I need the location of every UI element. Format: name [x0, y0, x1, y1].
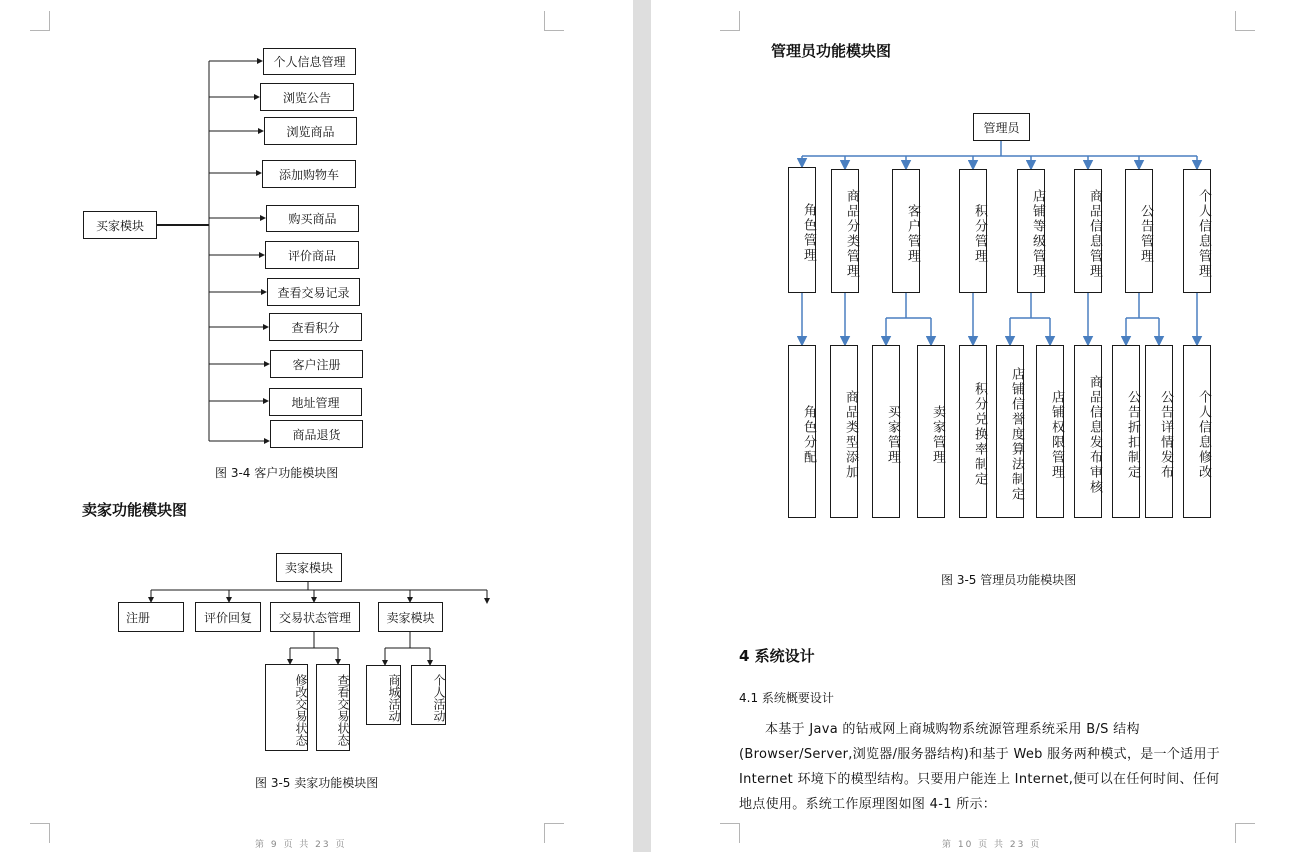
- paragraph-line: 本基于 Java 的钻戒网上商城购物系统源管理系统采用 B/S 结构: [765, 722, 1140, 737]
- buyer-item-node: 商品退货: [270, 420, 363, 448]
- crop-mark: [1235, 11, 1255, 31]
- crop-mark: [544, 823, 564, 843]
- seller-level2-node: 查看交易状态: [316, 664, 350, 751]
- seller-level2-node: 修改交易状态: [265, 664, 308, 751]
- seller-level1-node: 卖家模块: [378, 602, 443, 632]
- subsection-heading: 4.1 系统概要设计: [739, 691, 834, 705]
- body-paragraph: [739, 717, 1239, 817]
- section-heading: 卖家功能模块图: [82, 501, 188, 519]
- crop-mark: [30, 823, 50, 843]
- admin-level1-node: 商品信息管理: [1074, 169, 1102, 293]
- buyer-root-node: 买家模块: [83, 211, 157, 239]
- crop-mark: [30, 11, 50, 31]
- admin-level2-node: 店铺权限管理: [1036, 345, 1064, 518]
- admin-level2-node: 店铺信誉度算法制定: [996, 345, 1024, 518]
- page-footer: 第 10 页 共 23 页: [942, 840, 1042, 850]
- paragraph-line: (Browser/Server,浏览器/服务器结构)和基于 Web 服务两种模式，是一个适用于: [739, 747, 1221, 762]
- section-heading: 4 系统设计: [739, 647, 815, 665]
- admin-level2-node: 买家管理: [872, 345, 900, 518]
- seller-level2-node: 商城活动: [366, 665, 401, 725]
- admin-level2-node: 角色分配: [788, 345, 816, 518]
- crop-mark: [544, 11, 564, 31]
- crop-mark: [720, 11, 740, 31]
- admin-level1-node: 客户管理: [892, 169, 920, 293]
- seller-level2-node: 个人活动: [411, 665, 446, 725]
- admin-level1-node: 个人信息管理: [1183, 169, 1211, 293]
- admin-level2-node: 商品信息发布审核: [1074, 345, 1102, 518]
- page-footer: 第 9 页 共 23 页: [255, 840, 347, 850]
- buyer-item-node: 浏览公告: [260, 83, 354, 111]
- admin-level2-node: 公告详情发布: [1145, 345, 1173, 518]
- buyer-item-node: 添加购物车: [262, 160, 356, 188]
- buyer-item-node: 客户注册: [270, 350, 363, 378]
- admin-level2-node: 个人信息修改: [1183, 345, 1211, 518]
- admin-level2-node: 商品类型添加: [830, 345, 858, 518]
- admin-root-node: 管理员: [973, 113, 1030, 141]
- buyer-item-node: 评价商品: [265, 241, 359, 269]
- admin-level2-node: 公告折扣制定: [1112, 345, 1140, 518]
- buyer-item-node: 购买商品: [266, 205, 359, 232]
- page-gutter: [633, 0, 651, 852]
- paragraph-line: 地点使用。系统工作原理图如图 4-1 所示：: [739, 797, 997, 812]
- figure-caption: 图 3-4 客户功能模块图: [215, 466, 339, 480]
- admin-level1-node: 积分管理: [959, 169, 987, 293]
- admin-level1-node: 店铺等级管理: [1017, 169, 1045, 293]
- seller-level1-node: 注册: [118, 602, 184, 632]
- crop-mark: [720, 823, 740, 843]
- figure-caption: 图 3-5 卖家功能模块图: [255, 776, 379, 790]
- document-page-9: [0, 0, 633, 852]
- buyer-item-node: 个人信息管理: [263, 48, 356, 75]
- admin-level2-node: 积分兑换率制定: [959, 345, 987, 518]
- buyer-item-node: 地址管理: [269, 388, 362, 416]
- seller-level1-node: 评价回复: [195, 602, 261, 632]
- seller-root-node: 卖家模块: [276, 553, 342, 582]
- buyer-item-node: 查看积分: [269, 313, 362, 341]
- admin-level2-node: 卖家管理: [917, 345, 945, 518]
- admin-level1-node: 商品分类管理: [831, 169, 859, 293]
- seller-level1-node: 交易状态管理: [270, 602, 360, 632]
- admin-level1-node: 公告管理: [1125, 169, 1153, 293]
- crop-mark: [1235, 823, 1255, 843]
- figure-caption: 图 3-5 管理员功能模块图: [941, 573, 1077, 587]
- admin-level1-node: 角色管理: [788, 167, 816, 293]
- buyer-item-node: 查看交易记录: [267, 278, 360, 306]
- section-heading: 管理员功能模块图: [771, 42, 892, 60]
- paragraph-line: Internet 环境下的模型结构。只要用户能连上 Internet,便可以在任何时间、任何: [739, 772, 1220, 787]
- buyer-item-node: 浏览商品: [264, 117, 357, 145]
